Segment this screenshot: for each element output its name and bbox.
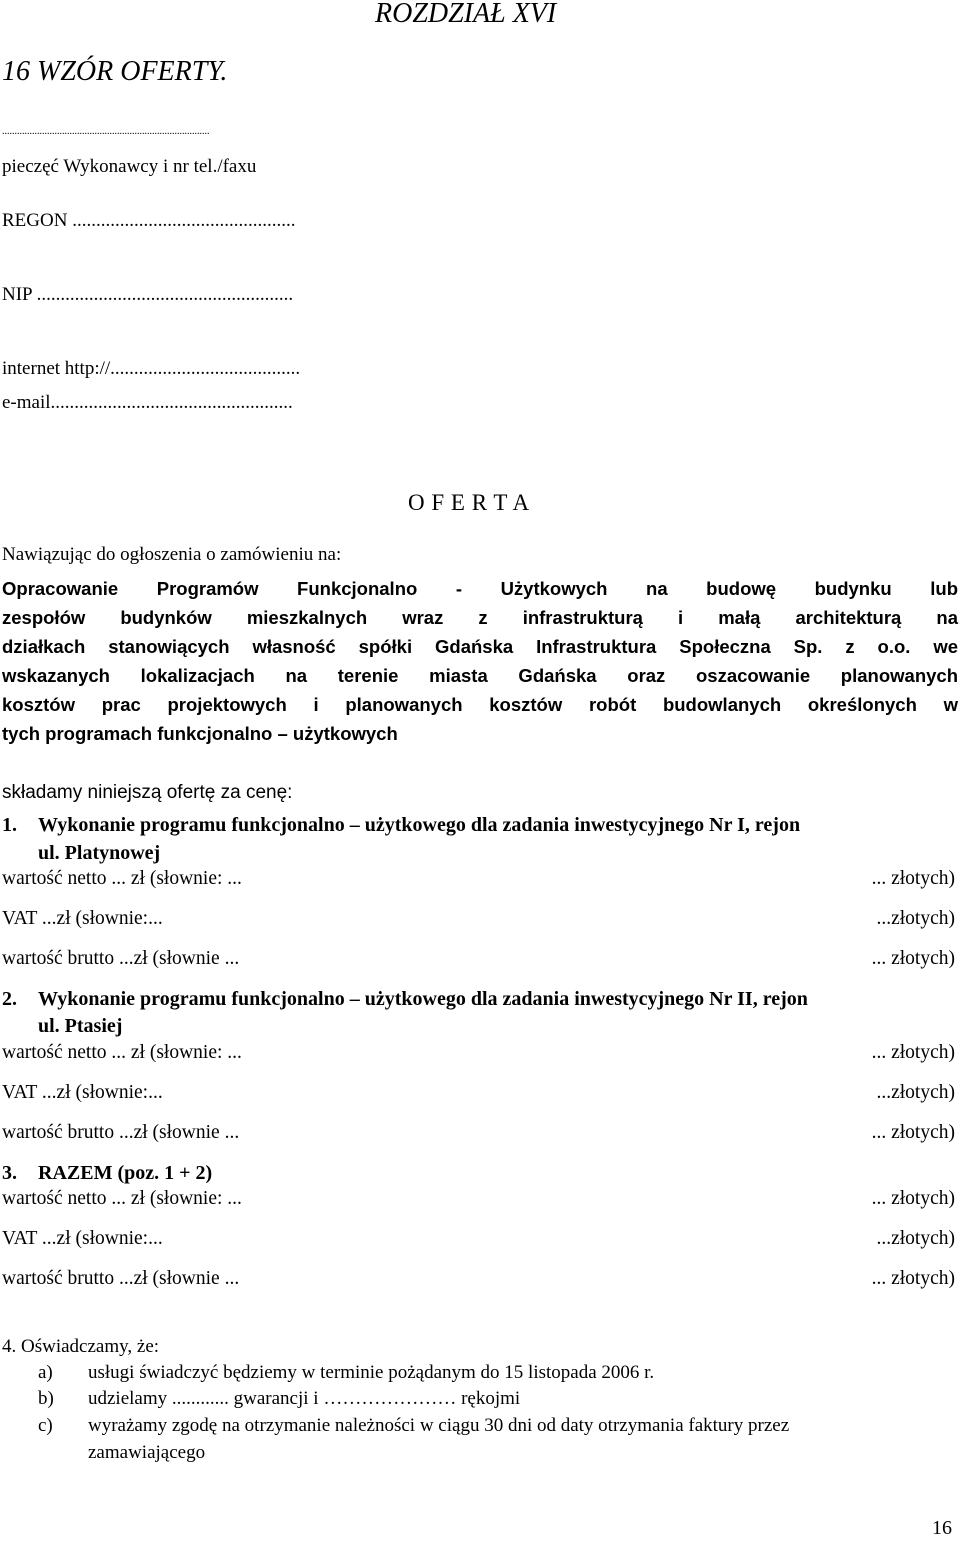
internet-field: internet http://........................................: [2, 358, 301, 379]
price-row-right: ...złotych): [876, 1228, 955, 1249]
nip-field: NIP ......................................................: [2, 284, 294, 305]
item-title: Wykonanie programu funkcjonalno – użytkowego dla zadania inwestycyjnego Nr I, rejon: [38, 814, 801, 836]
subject-line: kosztów prac projektowych i planowanych kosztów robót budowlanych określonych w: [2, 694, 958, 715]
declaration-item: [2, 1442, 205, 1464]
declaration-text: udzielamy ............ gwarancji i ………………… rękojmi: [88, 1388, 521, 1409]
price-row-left: VAT ...zł (słownie:...: [2, 1082, 163, 1103]
price-row-right: ... złotych): [871, 948, 955, 969]
price-row-left: wartość brutto ...zł (słownie ...: [2, 1122, 240, 1143]
declaration-text: usługi świadczyć będziemy w terminie pożądanym do 15 listopada 2006 r.: [88, 1362, 655, 1383]
price-row-right: ... złotych): [871, 1188, 955, 1209]
submit-text: składamy niniejszą ofertę za cenę:: [2, 782, 293, 803]
order-subject: [2, 574, 958, 748]
price-row-gross: [2, 1122, 955, 1144]
price-row-right: ... złotych): [871, 1122, 955, 1143]
item-3-heading: [2, 1158, 212, 1188]
price-row-left: wartość netto ... zł (słownie: ...: [2, 1188, 242, 1209]
price-row-right: ... złotych): [871, 1268, 955, 1289]
declarations-heading: 4. Oświadczamy, że:: [2, 1336, 160, 1357]
regon-field: REGON ...............................................: [2, 210, 296, 231]
price-row-left: wartość netto ... zł (słownie: ...: [2, 868, 242, 889]
item-number: 3.: [2, 1162, 17, 1184]
stamp-label: pieczęć Wykonawcy i nr tel./faxu: [2, 156, 257, 177]
item-number: 2.: [2, 988, 17, 1010]
declaration-text: zamawiającego: [88, 1442, 206, 1463]
declaration-letter: c): [38, 1415, 53, 1436]
declaration-letter: a): [38, 1362, 53, 1383]
subject-line: wskazanych lokalizacjach na terenie miasta Gdańska oraz oszacowanie planowanych: [2, 665, 958, 686]
item-title: RAZEM (poz. 1 + 2): [38, 1162, 213, 1184]
price-row-left: wartość brutto ...zł (słownie ...: [2, 948, 240, 969]
price-row-right: ...złotych): [876, 908, 955, 929]
price-row-left: VAT ...zł (słownie:...: [2, 1228, 163, 1249]
price-row-gross: [2, 1268, 955, 1290]
item-title: Wykonanie programu funkcjonalno – użytkowego dla zadania inwestycyjnego Nr II, rejon: [38, 988, 808, 1010]
price-row-net: [2, 1042, 955, 1064]
price-row-right: ... złotych): [871, 1042, 955, 1063]
item-2-heading: [2, 984, 808, 1014]
price-row-left: VAT ...zł (słownie:...: [2, 908, 163, 929]
chapter-heading: ROZDZIAŁ XVI: [375, 0, 557, 29]
email-field: e-mail...................................................: [2, 392, 293, 413]
page-number: 16: [932, 1517, 952, 1539]
declaration-letter: b): [38, 1388, 54, 1409]
price-row-vat: [2, 908, 955, 930]
price-row-net: [2, 868, 955, 890]
item-number: 1.: [2, 814, 17, 836]
subject-line: Opracowanie Programów Funkcjonalno - Użytkowych na budowę budynku lub: [2, 578, 958, 599]
price-row-vat: [2, 1228, 955, 1250]
intro-text: Nawiązując do ogłoszenia o zamówieniu na:: [2, 544, 342, 565]
declaration-item: [2, 1362, 654, 1384]
declaration-item: [2, 1388, 520, 1410]
subject-line: zespołów budynków mieszkalnych wraz z infrastrukturą i małą architekturą na: [2, 607, 958, 628]
price-row-gross: [2, 948, 955, 970]
price-row-left: wartość netto ... zł (słownie: ...: [2, 1042, 242, 1063]
item-1-heading: [2, 810, 800, 840]
price-row-right: ... złotych): [871, 868, 955, 889]
price-row-left: wartość brutto ...zł (słownie ...: [2, 1268, 240, 1289]
subject-line: tych programach funkcjonalno – użytkowych: [2, 723, 398, 744]
price-row-net: [2, 1188, 955, 1210]
declaration-item: [2, 1415, 789, 1437]
item-2-location: ul. Ptasiej: [38, 1015, 123, 1037]
declaration-text: wyrażamy zgodę na otrzymanie należności w ciągu 30 dni od daty otrzymania faktury przez: [88, 1415, 790, 1436]
price-row-vat: [2, 1082, 955, 1104]
price-row-right: ...złotych): [876, 1082, 955, 1103]
section-heading: 16 WZÓR OFERTY.: [2, 56, 228, 87]
subject-line: działkach stanowiących własność spółki Gdańska Infrastruktura Społeczna Sp. z o.o. we: [2, 636, 958, 657]
offer-title: O F E R T A: [408, 490, 530, 515]
item-1-location: ul. Platynowej: [38, 842, 161, 864]
stamp-dots-line: ...................................................................................: [2, 126, 210, 137]
